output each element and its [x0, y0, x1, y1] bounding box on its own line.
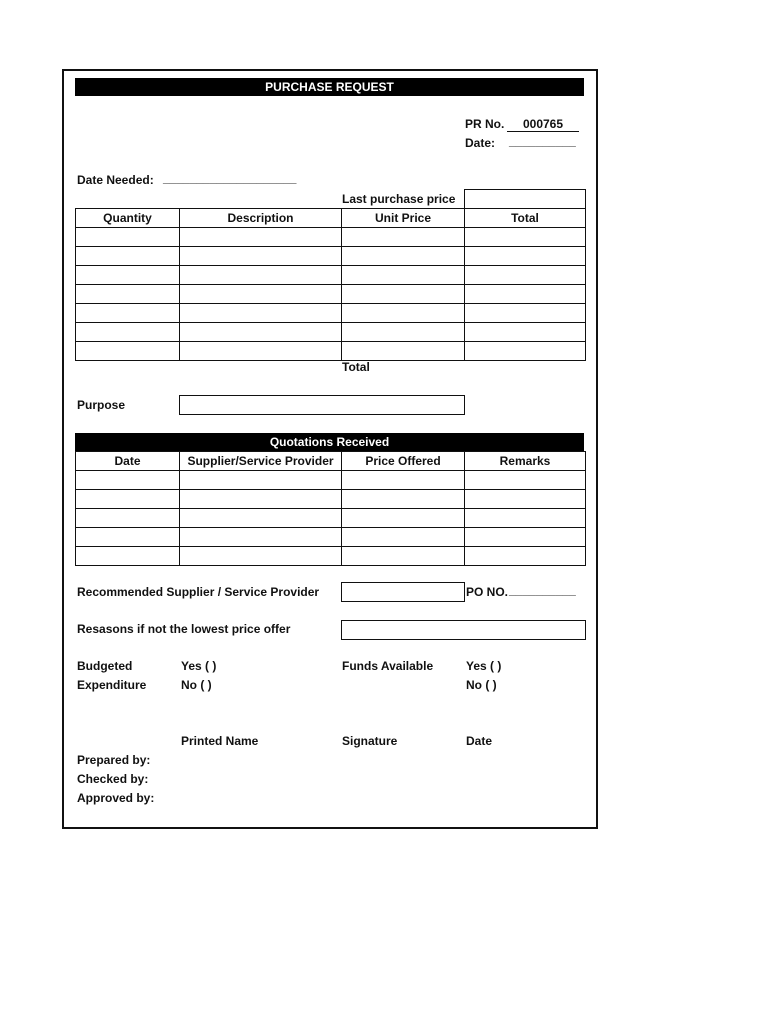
- quotations-table-cell[interactable]: [180, 471, 342, 490]
- items-table-cell[interactable]: [465, 228, 586, 247]
- items-table-cell[interactable]: [180, 247, 342, 266]
- quotations-table-cell[interactable]: [465, 490, 586, 509]
- items-table-cell[interactable]: [342, 304, 465, 323]
- quotations-header-remarks: Remarks: [465, 452, 586, 471]
- items-table-row: [76, 285, 586, 304]
- items-table-cell[interactable]: [465, 266, 586, 285]
- quotations-table-row: [76, 471, 586, 490]
- items-table-cell[interactable]: [342, 247, 465, 266]
- prepared-by-label: Prepared by:: [77, 753, 151, 767]
- items-table-cell[interactable]: [342, 323, 465, 342]
- purpose-label: Purpose: [77, 398, 126, 412]
- items-table-cell[interactable]: [76, 304, 180, 323]
- approved-by-label: Approved by:: [77, 791, 155, 805]
- purpose-input[interactable]: [179, 395, 465, 415]
- po-no-line[interactable]: __________: [509, 583, 576, 597]
- po-no-label: PO NO.: [466, 585, 509, 599]
- pr-no-label: PR No.: [465, 117, 505, 131]
- quotations-table-cell[interactable]: [180, 509, 342, 528]
- items-table-row: [76, 323, 586, 342]
- quotations-table-cell[interactable]: [465, 471, 586, 490]
- last-purchase-price-label: Last purchase price: [342, 192, 456, 206]
- items-table-cell[interactable]: [76, 342, 180, 361]
- quotations-table: [75, 451, 586, 566]
- items-table-cell[interactable]: [76, 323, 180, 342]
- pr-no-value[interactable]: 000765: [507, 117, 579, 132]
- items-header-description: Description: [180, 209, 342, 228]
- signature-header: Signature: [342, 734, 398, 748]
- items-table-cell[interactable]: [180, 228, 342, 247]
- printed-name-header: Printed Name: [181, 734, 259, 748]
- quotations-table-cell[interactable]: [180, 528, 342, 547]
- items-table-cell[interactable]: [180, 304, 342, 323]
- last-purchase-price-box[interactable]: [464, 189, 586, 209]
- expenditure-label: Expenditure: [77, 678, 147, 692]
- items-table-cell[interactable]: [76, 228, 180, 247]
- quotations-table-cell[interactable]: [465, 547, 586, 566]
- recommended-supplier-input[interactable]: [341, 582, 465, 602]
- items-table-cell[interactable]: [465, 304, 586, 323]
- quotations-table-cell[interactable]: [465, 528, 586, 547]
- items-table-cell[interactable]: [180, 285, 342, 304]
- items-table-cell[interactable]: [76, 266, 180, 285]
- items-table-cell[interactable]: [465, 323, 586, 342]
- items-table-cell[interactable]: [76, 285, 180, 304]
- items-table-cell[interactable]: [342, 266, 465, 285]
- quotations-header-row: [76, 452, 586, 471]
- items-table-cell[interactable]: [342, 342, 465, 361]
- quotations-table-cell[interactable]: [76, 547, 180, 566]
- quotations-table-cell[interactable]: [342, 509, 465, 528]
- budgeted-no[interactable]: No ( ): [181, 678, 212, 692]
- items-table-row: [76, 247, 586, 266]
- items-total-label: Total: [342, 360, 370, 374]
- items-table-row: [76, 342, 586, 361]
- items-header-unit-price: Unit Price: [342, 209, 465, 228]
- quotations-table-cell[interactable]: [76, 509, 180, 528]
- quotations-header-supplier: Supplier/Service Provider: [180, 452, 342, 471]
- quotations-table-cell[interactable]: [342, 528, 465, 547]
- items-table-cell[interactable]: [180, 342, 342, 361]
- funds-available-label: Funds Available: [342, 659, 434, 673]
- items-table-cell[interactable]: [180, 323, 342, 342]
- quotations-table-row: [76, 509, 586, 528]
- items-table-cell[interactable]: [465, 342, 586, 361]
- items-table-row: [76, 304, 586, 323]
- quotations-table-cell[interactable]: [76, 490, 180, 509]
- items-header-row: [76, 209, 586, 228]
- form-title: PURCHASE REQUEST: [75, 78, 584, 96]
- reasons-label: Resasons if not the lowest price offer: [77, 622, 291, 636]
- quotations-table-cell[interactable]: [342, 471, 465, 490]
- quotations-header-price: Price Offered: [342, 452, 465, 471]
- items-header-total: Total: [465, 209, 586, 228]
- quotations-table-row: [76, 547, 586, 566]
- quotations-title: Quotations Received: [75, 433, 584, 451]
- quotations-table-cell[interactable]: [180, 547, 342, 566]
- quotations-table-cell[interactable]: [180, 490, 342, 509]
- items-table-row: [76, 266, 586, 285]
- checked-by-label: Checked by:: [77, 772, 149, 786]
- recommended-supplier-label: Recommended Supplier / Service Provider: [77, 585, 320, 599]
- items-table-cell[interactable]: [180, 266, 342, 285]
- items-table-cell[interactable]: [342, 228, 465, 247]
- funds-yes[interactable]: Yes ( ): [466, 659, 502, 673]
- items-table-cell[interactable]: [465, 285, 586, 304]
- quotations-table-cell[interactable]: [342, 547, 465, 566]
- quotations-table-cell[interactable]: [76, 528, 180, 547]
- items-table-cell[interactable]: [342, 285, 465, 304]
- quotations-table-row: [76, 490, 586, 509]
- date-line[interactable]: __________: [509, 134, 576, 148]
- items-header-quantity: Quantity: [76, 209, 180, 228]
- quotations-header-date: Date: [76, 452, 180, 471]
- items-table-cell[interactable]: [76, 247, 180, 266]
- quotations-table-cell[interactable]: [342, 490, 465, 509]
- signoff-date-header: Date: [466, 734, 493, 748]
- quotations-table-row: [76, 528, 586, 547]
- quotations-table-cell[interactable]: [76, 471, 180, 490]
- budgeted-yes[interactable]: Yes ( ): [181, 659, 217, 673]
- funds-no[interactable]: No ( ): [466, 678, 497, 692]
- reasons-input[interactable]: [341, 620, 586, 640]
- date-needed-label: Date Needed:: [77, 173, 154, 187]
- date-label: Date:: [465, 136, 496, 150]
- items-table-row: [76, 228, 586, 247]
- items-table: [75, 208, 586, 361]
- items-table-cell[interactable]: [465, 247, 586, 266]
- date-needed-line[interactable]: ____________________: [163, 171, 297, 185]
- quotations-table-cell[interactable]: [465, 509, 586, 528]
- budgeted-label: Budgeted: [77, 659, 133, 673]
